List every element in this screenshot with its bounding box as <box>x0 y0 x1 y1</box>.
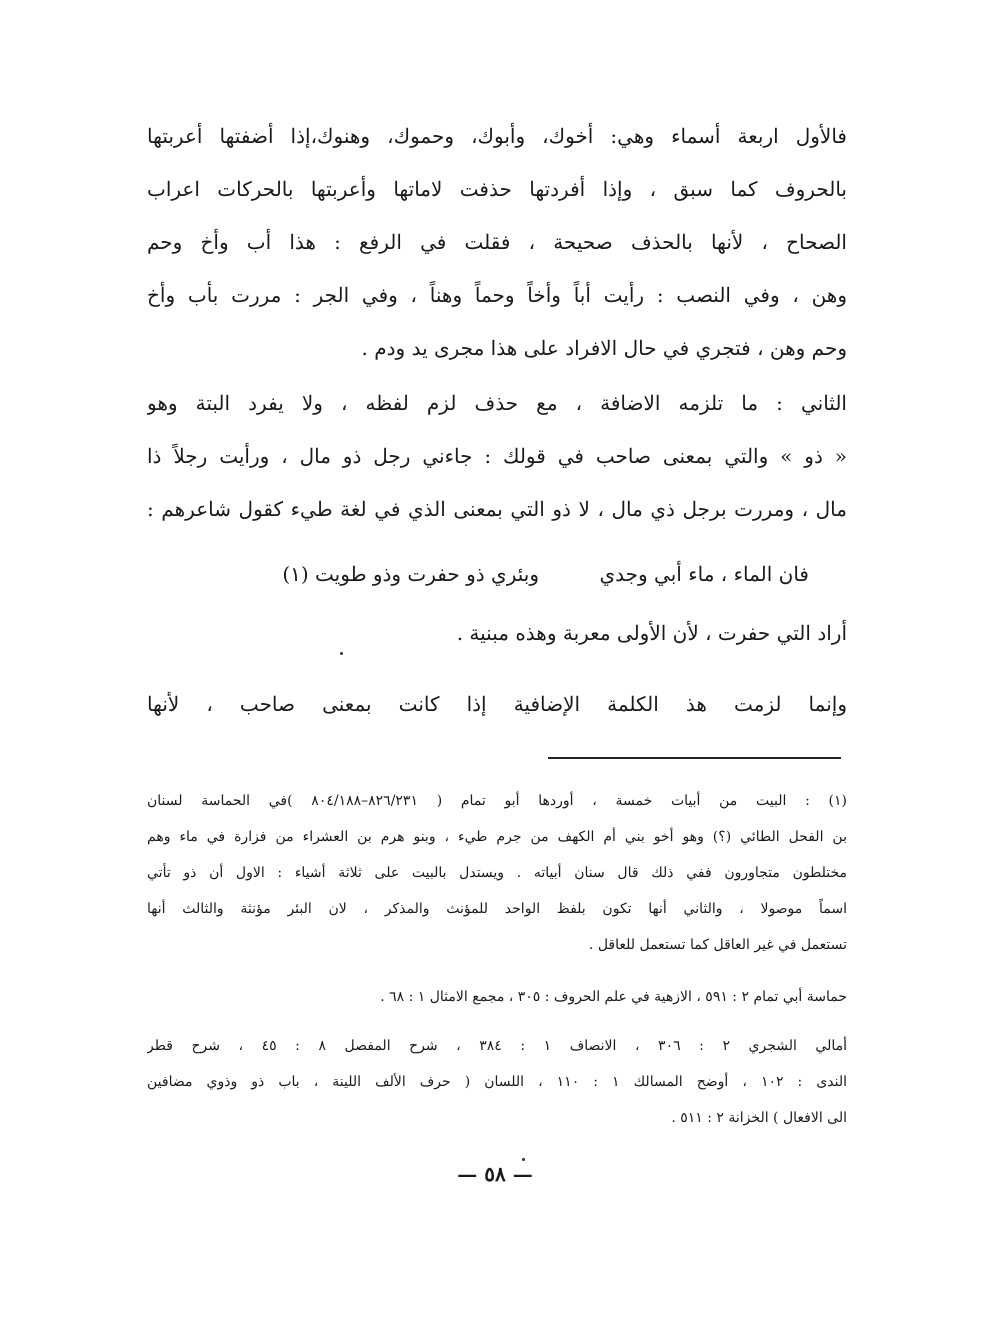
body-line: أراد التي حفرت ، لأن الأولى معربة وهذه مبنية . <box>456 621 847 645</box>
body-line: فالأول اربعة أسماء وهي: أخوك، وأبوك، وحموك، وهنوك،إذا أضفتها أعربتها <box>147 124 847 148</box>
footnote-reference: حماسة أبي تمام ٢ : ٥٩١ ، الازهية في علم الحروف : ٣٠٥ ، مجمع الامثال ١ : ٦٨ . <box>380 989 847 1005</box>
poetry-verse <box>189 558 809 590</box>
footnote-line: الى الافعال ) الخزانة ٢ : ٥١١ . <box>671 1110 847 1126</box>
footnote-line: (١) : البيت من أبيات خمسة ، أوردها أبو تمام ( ٨٢٦/٢٣١–٨٠٤/١٨٨ )في الحماسة لسنان <box>147 793 847 809</box>
body-line: وهن ، وفي النصب : رأيت أباً وأخاً وحماً وهناً ، وفي الجر : مررت بأب وأخ <box>147 283 847 307</box>
footnote-line: اسماً موصولا ، والثاني أنها تكون بلفظ الواحد للمؤنث والمذكر ، لان البئر مؤنثة والثالث أنها <box>147 901 847 917</box>
body-line: الصحاح ، لأنها بالحذف صحيحة ، فقلت في الرفع : هذا أب وأخ وحم <box>147 230 847 254</box>
body-line: بالحروف كما سبق ، وإذا أفردتها حذفت لاماتها وأعربتها بالحركات اعراب <box>147 177 847 201</box>
body-line: وحم وهن ، فتجري في حال الافراد على هذا مجرى يد ودم . <box>361 336 847 360</box>
footnote-line: مختلطون متجاورون ففي ذلك قال سنان أبياته . ويستدل بالبيت على ثلاثة أشياء : الاول أن ذو تأتي <box>147 865 847 881</box>
scan-speck <box>340 652 343 655</box>
verse-hemistich-second: وبئري ذو حفرت وذو طويت (١) <box>282 562 539 586</box>
body-line: وإنما لزمت هذ الكلمة الإضافية إذا كانت بمعنى صاحب ، لأنها <box>147 692 847 716</box>
body-line: الثاني : ما تلزمه الاضافة ، مع حذف لزم لفظه ، ولا يفرد البتة وهو <box>147 391 847 415</box>
scan-speck <box>522 1158 525 1161</box>
page-number: — ٥٨ — <box>457 1162 533 1186</box>
body-line: مال ، ومررت برجل ذي مال ، لا ذو التي بمعنى الذي في لغة طيء كقول شاعرهم : <box>147 497 847 521</box>
footnote-line: أمالي الشجري ٢ : ٣٠٦ ، الانصاف ١ : ٣٨٤ ، شرح المفصل ٨ : ٤٥ ، شرح قطر <box>147 1038 847 1054</box>
verse-hemistich-first: فان الماء ، ماء أبي وجدي <box>599 562 809 586</box>
footnote-line: الندى : ١٠٢ ، أوضح المسالك ١ : ١١٠ ، اللسان ( حرف الألف اللينة ، باب ذو وذوي مضافين <box>147 1074 847 1090</box>
body-line: « ذو » والتي بمعنى صاحب في قولك : جاءني رجل ذو مال ، ورأيت رجلاً ذا <box>147 444 847 468</box>
footnote-separator <box>548 757 841 759</box>
footnote-line: بن الفحل الطائي (؟) وهو أخو بني أم الكهف من جرم طيء ، وبنو هرم بن العشراء من فزارة في ماء وهم <box>147 829 847 845</box>
footnote-line: تستعمل في غير العاقل كما تستعمل للعاقل . <box>588 937 847 953</box>
